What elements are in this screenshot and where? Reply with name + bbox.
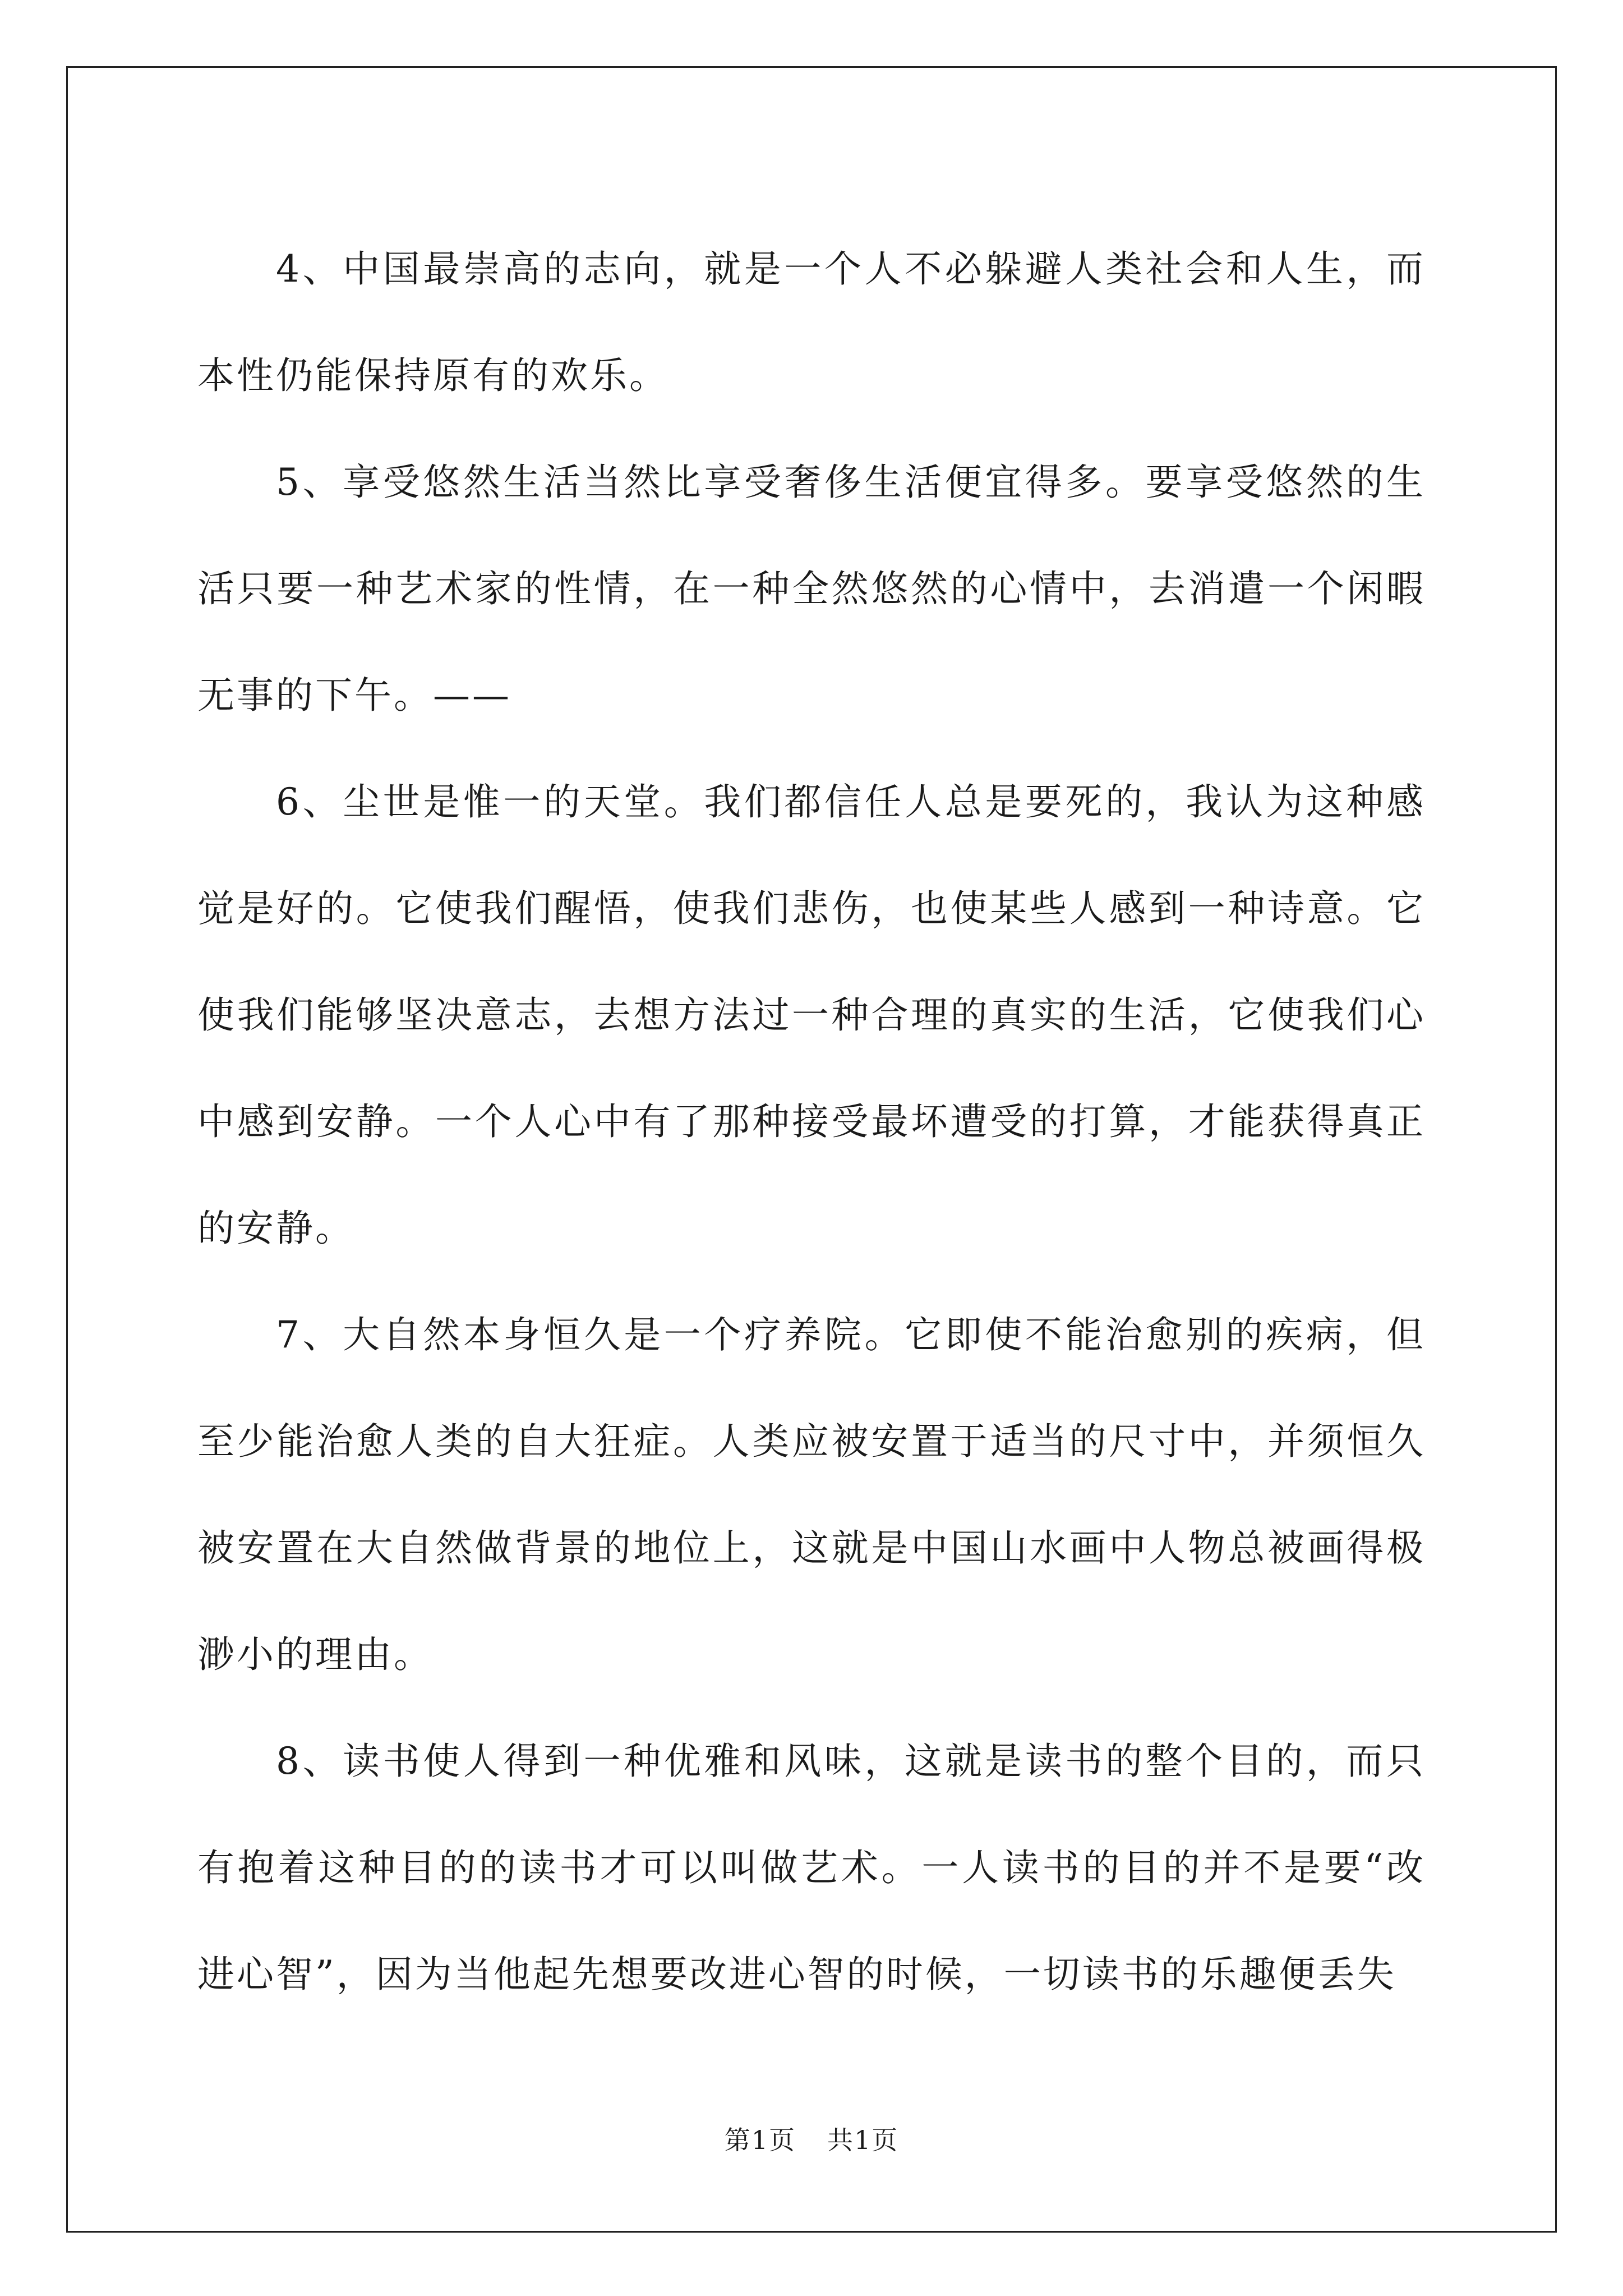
paragraph-6: 6、尘世是惟一的天堂。我们都信任人总是要死的，我认为这种感觉是好的。它使我们醒悟，使我们悲伤，也使某些人感到一种诗意。它使我们能够坚决意志，去想方法过一种合理的真实的生活，它使我们心中感到安静。一个人心中有了那种接受最坏遭受的打算，才能获得真正的安静。 [197, 780, 1426, 1250]
paragraph-7: 7、大自然本身恒久是一个疗养院。它即使不能治愈别的疾病，但至少能治愈人类的自大狂症。人类应被安置于适当的尺寸中，并须恒久被安置在大自然做背景的地位上，这就是中国山水画中人物总被画得极渺小的理由。 [197, 1313, 1426, 1676]
page-number: 第1页 [724, 2125, 796, 2155]
page-total: 共1页 [827, 2125, 899, 2155]
paragraph-8: 8、读书使人得到一种优雅和风味，这就是读书的整个目的，而只有抱着这种目的的读书才可以叫做艺术。一人读书的目的并不是要“改进心智”，因为当他起先想要改进心智的时候，一切读书的乐趣便丢失 [197, 1740, 1426, 1996]
paragraph-5: 5、享受悠然生活当然比享受奢侈生活便宜得多。要享受悠然的生活只要一种艺术家的性情，在一种全然悠然的心情中，去消遣一个闲暇无事的下午。—— [197, 461, 1426, 717]
document-body [197, 216, 1426, 2028]
page-footer [0, 2123, 1623, 2157]
paragraph-4: 4、中国最崇高的志向，就是一个人不必躲避人类社会和人生，而本性仍能保持原有的欢乐。 [197, 247, 1426, 397]
